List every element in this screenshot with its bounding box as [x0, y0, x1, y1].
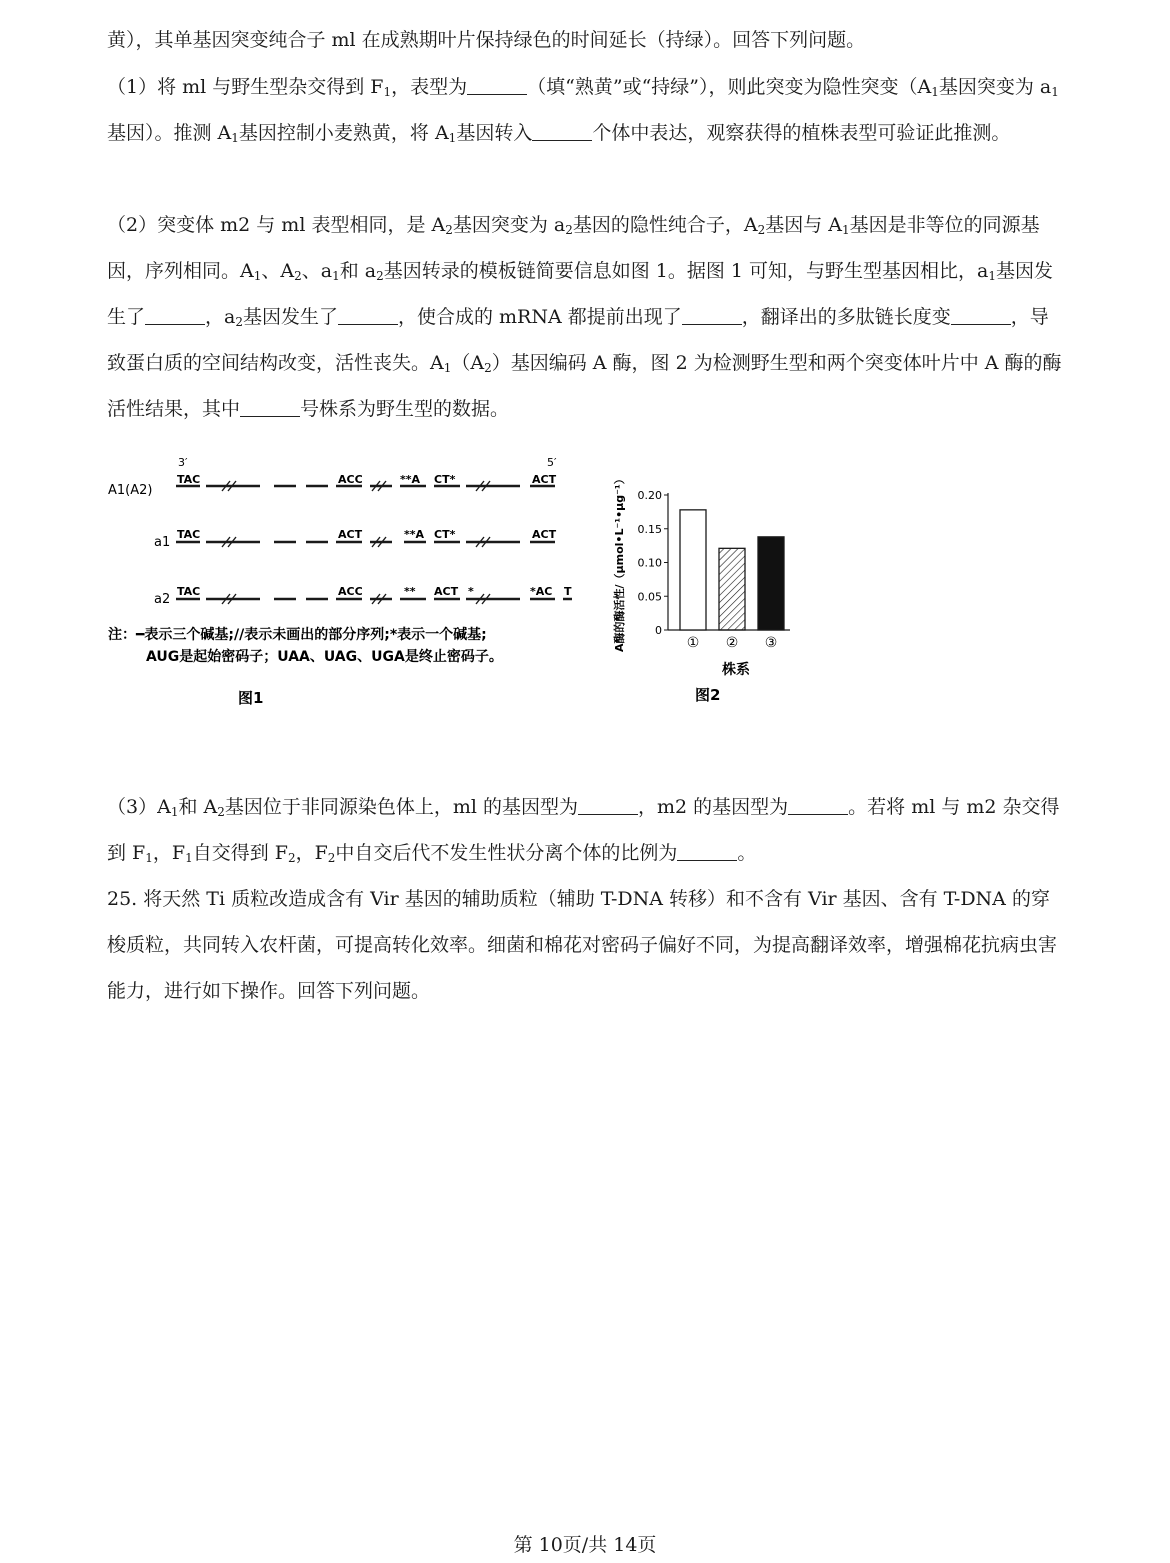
question-1: [107, 64, 1067, 156]
q2-sub: 2: [757, 223, 766, 237]
seg-text: ACT: [532, 473, 557, 486]
seg-text: ACC: [338, 473, 363, 486]
question-intro-line: [107, 17, 1067, 63]
seg-text: ACT: [532, 528, 557, 541]
seg-text: *: [468, 585, 474, 598]
question-25: [107, 876, 1067, 1014]
q2-text: 基因与 A: [765, 214, 843, 236]
category-label: ①: [686, 635, 700, 651]
chart-y-ticks: [638, 489, 669, 637]
q3-sub: 2: [327, 851, 336, 865]
answer-blank[interactable]: [240, 396, 300, 417]
seg-text: TAC: [177, 473, 201, 486]
q3-text: 基因位于非同源染色体上，ml 的基因型为: [224, 796, 578, 818]
q2-text: ，翻译出的多肽链长度变: [741, 306, 951, 328]
q3-sub: 1: [170, 805, 179, 819]
q1-sub: 1: [448, 131, 457, 145]
answer-blank[interactable]: [467, 74, 527, 95]
category-label: ③: [764, 635, 778, 651]
y-tick-label: 0.10: [637, 556, 662, 570]
y-tick-label: 0.05: [637, 590, 662, 604]
answer-blank[interactable]: [682, 304, 742, 325]
q2-text: ，使合成的 mRNA 都提前出现了: [398, 306, 682, 328]
y-axis-label: A酶的酶活性/（μmol•L⁻¹•μg⁻¹）: [613, 473, 626, 652]
seg-text: **A: [404, 528, 425, 541]
q3-text: ，F: [295, 842, 328, 864]
y-tick-label: 0.20: [637, 489, 662, 502]
seg-text: TAC: [177, 585, 201, 598]
q25-text: 25. 将天然 Ti 质粒改造成含有 Vir 基因的辅助质粒（辅助 T-DNA 转移）和不含有 Vir 基因、含有 T-DNA 的穿梭质粒，共同转入农杆菌，可提高转化效率。细菌和棉花对密码子偏好不同，为提高翻译效率，增强棉花抗病虫害能力，进行如下操作。回答下列问题。: [107, 888, 1058, 1002]
q3-sub: 2: [217, 805, 225, 819]
q2-text: ）基因编码 A 酶，图 2 为检测野生型和两个突变体叶片中 A 酶的酶活性结果，其中: [107, 352, 1062, 420]
q2-sub: 1: [332, 269, 340, 283]
figure-2-bar-chart: [605, 462, 805, 712]
q1-text: （1）将 ml 与野生型杂交得到 F: [107, 76, 384, 98]
q3-text: 中自交后代不发生性状分离个体的比例为: [335, 842, 678, 864]
q3-text: ，m2 的基因型为: [638, 796, 789, 818]
category-label: ②: [725, 635, 739, 651]
q1-sub: 1: [1051, 85, 1059, 99]
answer-blank[interactable]: [951, 304, 1011, 325]
figure-1-sequence-diagram: [100, 450, 610, 720]
row-label: a2: [154, 592, 171, 607]
answer-blank[interactable]: [532, 120, 592, 141]
figure-1-caption: 图1: [238, 689, 264, 707]
seg-text: CT*: [434, 473, 456, 486]
q2-text: 基因是非等位的同源基因，序列相同。A: [107, 214, 1040, 282]
q2-text: 、a: [301, 260, 333, 282]
q3-sub: 1: [145, 851, 153, 865]
q2-text: 基因发生了: [107, 260, 1054, 328]
q3-sub: 1: [185, 851, 193, 865]
q2-sub: 2: [445, 223, 453, 237]
figure-1-note-line-1: 注：━表示三个碱基;//表示未画出的部分序列;*表示一个碱基;: [108, 627, 487, 643]
q1-text: 基因突变为 a: [938, 76, 1052, 98]
y-tick-label: 0: [655, 624, 662, 637]
q3-text: 和 A: [178, 796, 218, 818]
q2-text: 基因发生了: [242, 306, 338, 328]
seg-text: **A: [400, 473, 421, 486]
q1-sub: 1: [231, 131, 239, 145]
row-label: A1(A2): [108, 483, 153, 498]
seg-text: TAC: [177, 528, 201, 541]
figure-2-caption: 图2: [695, 686, 721, 704]
q3-text: （3）A: [107, 796, 171, 818]
x-axis-label: 株系: [722, 662, 750, 678]
end-3-label: 3′: [178, 456, 188, 469]
sequence-row-a1: [154, 528, 557, 550]
answer-blank[interactable]: [145, 304, 205, 325]
q2-text: 、A: [261, 260, 295, 282]
q1-text: ，表型为: [391, 76, 468, 98]
seg-text: ACC: [338, 585, 363, 598]
q2-text: ，导致蛋白质的空间结构改变，活性丧失。A: [107, 306, 1049, 374]
q2-text: 号株系为野生型的数据。: [300, 398, 510, 420]
q1-sub: 1: [931, 85, 939, 99]
page-footer: [0, 1530, 1170, 1557]
seg-text: CT*: [434, 528, 456, 541]
q1-sub: 1: [383, 85, 392, 99]
y-tick-label: 0.15: [637, 522, 662, 536]
chart-categories: [687, 635, 778, 651]
q1-text: （填“熟黄”或“持绿”），则此突变为隐性突变（A: [527, 76, 932, 98]
seg-text: **: [404, 585, 416, 598]
q2-sub: 2: [376, 269, 384, 283]
q2-text: 基因突变为 a: [452, 214, 566, 236]
q2-text: 和 a: [339, 260, 377, 282]
question-2: [107, 202, 1067, 432]
q1-text: 基因转入: [456, 122, 533, 144]
q2-sub: 1: [842, 223, 850, 237]
seg-text: ACT: [434, 585, 459, 598]
chart-bars: [680, 510, 784, 630]
q2-sub: 2: [565, 223, 573, 237]
bar-1: [680, 510, 706, 630]
q2-sub: 1: [988, 269, 996, 283]
answer-blank[interactable]: [338, 304, 398, 325]
bar-3: [758, 537, 784, 630]
q2-text: （2）突变体 m2 与 ml 表型相同，是 A: [107, 214, 446, 236]
q1-text: 基因控制小麦熟黄，将 A: [238, 122, 449, 144]
q1-text: 个体中表达，观察获得的植株表型可验证此推测。: [592, 122, 1011, 144]
q2-text: （A: [451, 352, 485, 374]
answer-blank[interactable]: [578, 794, 638, 815]
answer-blank[interactable]: [677, 840, 737, 861]
q2-text: ，a: [205, 306, 236, 328]
q3-text: 自交得到 F: [192, 842, 288, 864]
bar-2: [719, 548, 745, 630]
seg-text: *AC: [530, 585, 553, 598]
row-label: a1: [154, 535, 171, 550]
q3-text: 。若将 ml 与 m2 杂交得到 F: [107, 796, 1060, 864]
q2-text: 基因转录的模板链简要信息如图 1。据图 1 可知，与野生型基因相比，a: [383, 260, 989, 282]
q2-sub: 2: [484, 361, 492, 375]
q3-sub: 2: [287, 851, 296, 865]
sequence-row-A1: [108, 473, 557, 498]
q2-text: 基因的隐性纯合子，A: [572, 214, 758, 236]
q2-sub: 1: [253, 269, 262, 283]
question-3: [107, 784, 1067, 876]
seg-text: T: [564, 585, 572, 598]
q2-sub: 2: [235, 315, 243, 329]
answer-blank[interactable]: [788, 794, 848, 815]
figure-1-note-line-2: AUG是起始密码子；UAA、UAG、UGA是终止密码子。: [146, 649, 503, 665]
q1-text: 基因）。推测 A: [107, 122, 232, 144]
q2-sub: 1: [443, 361, 452, 375]
end-5-label: 5′: [547, 456, 557, 469]
page-number: 第 10页/共 14页: [513, 1534, 657, 1556]
q3-text: 。: [737, 842, 757, 864]
seg-text: ACT: [338, 528, 363, 541]
intro-text: 黄），其单基因突变纯合子 ml 在成熟期叶片保持绿色的时间延长（持绿）。回答下列问题。: [107, 29, 866, 51]
q3-text: ，F: [152, 842, 186, 864]
q2-sub: 2: [294, 269, 302, 283]
sequence-row-a2: [154, 585, 572, 607]
